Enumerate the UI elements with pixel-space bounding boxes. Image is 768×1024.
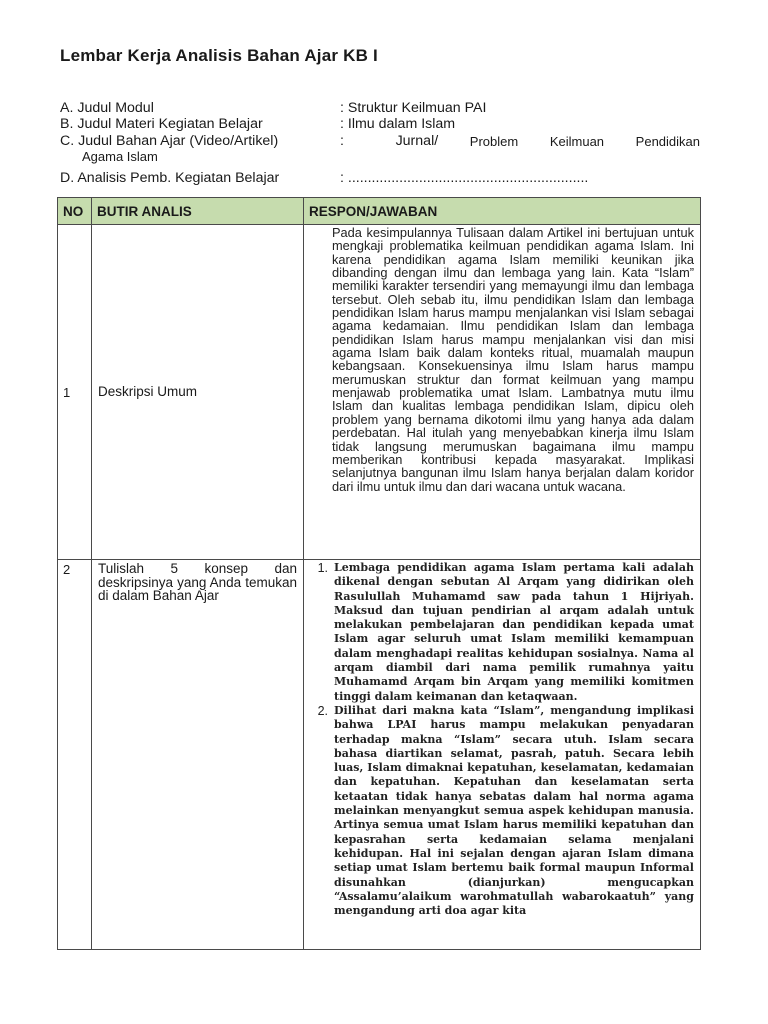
analysis-table bbox=[57, 197, 701, 950]
module-title-value: : Struktur Keilmuan PAI bbox=[340, 100, 487, 116]
row-number: 1 bbox=[58, 225, 92, 560]
analysis-label: D. Analisis Pemb. Kegiatan Belajar bbox=[60, 169, 280, 186]
teaching-material-word-4: Pendidikan bbox=[635, 134, 700, 149]
teaching-material-word-2: Problem bbox=[469, 134, 519, 149]
row-butir: Deskripsi Umum bbox=[92, 225, 304, 560]
list-item bbox=[304, 561, 694, 704]
header-no: NO bbox=[58, 198, 92, 225]
teaching-material-word-1: Jurnal/ bbox=[395, 133, 439, 149]
table-row bbox=[58, 560, 701, 950]
analysis-value: : ............................................................. bbox=[340, 169, 589, 186]
teaching-material-value bbox=[340, 134, 700, 150]
material-title-row bbox=[60, 117, 700, 133]
worksheet-title: Lembar Kerja Analisis Bahan Ajar KB I bbox=[60, 46, 378, 65]
header-respon: RESPON/JAWABAN bbox=[304, 198, 701, 225]
teaching-material-continuation: Agama Islam bbox=[82, 148, 158, 164]
list-item-number: 2. bbox=[317, 703, 328, 718]
module-info bbox=[60, 101, 700, 186]
row-respon: Pada kesimpulannya Tulisaan dalam Artikel ini bertujuan untuk mengkaji problematika keilmuan pendidikan agama Islam. Ini karena pendidikan agama Islam memiliki keunikan jika dibanding dengan ilmu dan lembaga yang lain. Kata “Islam” memiliki karakter tersendiri yang memayungi ilmu dan lembaga tersebut. Oleh sebab itu, ilmu pendidikan Islam dan lembaga pendidikan Islam harus mampu menjalankan visi Islam sebagai agama kedamaian. Ilmu pendidikan Islam dan lembaga pendidikan Islam harus mampu menjalankan visi dan misi agama Islam baik dalam konteks ritual, muamalah maupun kebangsaan. Konsekuensinya ilmu Islam harus mampu merumuskan struktur dan format keilmuan yang mampu menjawab problematika umat Islam. Lambatnya mutu ilmu Islam dan kualitas lembaga pendidikan Islam, dipicu oleh problem yang bernama dikotomi ilmu yang hanya ada dalam perdebatan. Hal itulah yang menyebabkan kinerja ilmu Islam tidak langsung merumuskan bagaimana ilmu mampu memberikan kontribusi kepada masyarakat. Implikasi selanjutnya bangunan ilmu Islam hanya berjalan dalam koridor dari ilmu untuk ilmu dan dari wacana untuk wacana. bbox=[304, 225, 701, 560]
material-title-label: B. Judul Materi Kegiatan Belajar bbox=[60, 115, 263, 132]
module-title-row bbox=[60, 101, 700, 117]
list-item-number: 1. bbox=[317, 561, 328, 575]
teaching-material-colon: : bbox=[340, 133, 344, 149]
teaching-material-word-3: Keilmuan bbox=[549, 134, 605, 149]
teaching-material-label: C. Judul Bahan Ajar (Video/Artikel) bbox=[60, 133, 279, 149]
table-header-row bbox=[58, 198, 701, 225]
row-butir: Tulislah 5 konsep dan deskripsinya yang Anda temukan di dalam Bahan Ajar bbox=[92, 560, 304, 950]
header-butir: BUTIR ANALIS bbox=[92, 198, 304, 225]
teaching-material-row bbox=[60, 134, 700, 150]
list-item-text: Dilihat dari makna kata “Islam”, mengandung implikasi bahwa LPAI harus mampu melakukan penyadaran terhadap makna “Islam” secara utuh. Islam secara bahasa diartikan selamat, pasrah, patuh. Secara lebih luas, Islam dimaknai kepatuhan, keselamatan, kedamaian dan kepatuhan. Kepatuhan dan keselamatan serta ketaatan tidak hanya sebatas dalam hal norma agama melainkan menyangkut semua aspek kehidupan manusia. Artinya semua umat Islam harus memiliki kepatuhan dan kepasrahan serta kedamaian selama menjalani kehidupan. Hal ini sejalan dengan ajaran Islam dimana setiap umat Islam bertemu baik formal maupun Informal disunahkan (dianjurkan) mengucapkan “Assalamu’alaikum warohmatullah wabarokaatuh” yang mengandung arti doa agar kita bbox=[334, 703, 694, 918]
list-item bbox=[304, 704, 694, 918]
list-item-text: Lembaga pendidikan agama Islam pertama kali adalah dikenal dengan sebutan Al Arqam yang didirikan oleh Rasulullah Muhamamd saw pada tahun 1 Hijriyah. Maksud dan tujuan pendirian al arqam adalah untuk melakukan pembelajaran dan pendidikan kepada umat Islam agar seluruh umat Islam memiliki kemampuan dalam menghadapi realitas kehidupan sosialnya. Nama al arqam diambil dari nama pemilik rumahnya yaitu Muhamamd Arqam bin Arqam yang memiliki komitmen tinggi dalam keimanan dan ketaqwaan. bbox=[334, 561, 694, 703]
row-number: 2 bbox=[58, 560, 92, 950]
analysis-row bbox=[60, 171, 700, 187]
table-row bbox=[58, 225, 701, 560]
material-title-value: : Ilmu dalam Islam bbox=[340, 115, 456, 132]
module-title-label: A. Judul Modul bbox=[60, 100, 154, 116]
row-respon bbox=[304, 560, 701, 950]
concept-list bbox=[304, 561, 700, 918]
